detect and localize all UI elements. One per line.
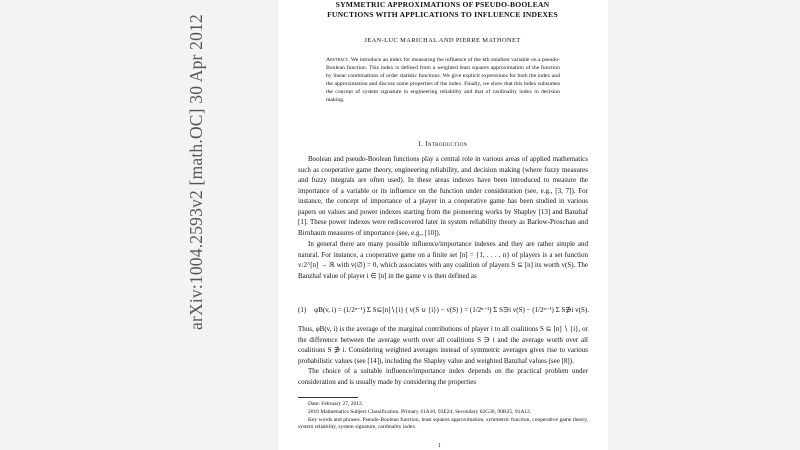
abstract-text: We introduce an index for measuring the influence of the kth smallest variable on a pseudo-Boolean function. This index is defined from a weighted least squares approximation of the function by linear combinations of order statistic functions. We give explicit expressions for both the index and the approximation and discuss some properties of the index. Finally, we show that this index subsumes the concept of system signature in engineering reliability and that of cardinality index in decision making. <box>326 57 560 104</box>
abstract <box>326 56 560 105</box>
abstract-label: Abstract. <box>326 57 350 63</box>
paragraph-4: The choice of a suitable influence/importance index depends on the practical problem under consideration and is usually made by considering the properties <box>298 367 588 386</box>
paragraph-3: Thus, φB(v, i) is the average of the marginal contributions of player i to all coalitions S ⊆ [n] ∖ {i}, or the difference between the average worth over all coalitions S ∋ i and the average worth over all coalitions S ∌ i. Considering weighted averages instead of symmetric averages gives rise to various probabilistic values (see [14]), including the Shapley value and weighted Banzhaf values (see [8]). <box>298 325 588 365</box>
arxiv-identifier: arXiv:1004.2593v2 [math.OC] 30 Apr 2012 <box>186 14 206 330</box>
title-line-2: FUNCTIONS WITH APPLICATIONS TO INFLUENCE INDEXES <box>327 9 558 19</box>
page-number: 1 <box>438 443 441 449</box>
footnote-keywords: Key words and phrases. Pseudo-Boolean function, least squares approximation, symmetric function, cooperative game theory, system reliability, system signature, cardinality index. <box>298 416 588 431</box>
paragraph-2: In general there are many possible influence/importance indexes and they are rather simple and natural. For instance, a cooperative game on a finite set [n] = {1, . . . , n} of players is a set function v:2^[n] → ℝ with v(∅) = 0, which associates with any coalition of players S ⊆ [n] its worth v(S). The Banzhaf value of player i ∈ [n] in the game v is then defined as <box>298 240 588 280</box>
footnote-rule <box>298 397 358 398</box>
paper-title <box>290 0 595 19</box>
intro-paragraphs <box>298 154 588 281</box>
paragraph-1: Boolean and pseudo-Boolean functions play a central role in various areas of applied mathematics such as cooperative game theory, engineering reliability, and decision making (where fuzzy measures and fuzzy integrals are often used). In these areas indexes have been introduced to measure the importance of a variable or its influence on the function under consideration (see, e.g., [3, 7]). For instance, the concept of importance of a player in a cooperative game has been studied in various papers on values and power indexes starting from the pioneering works by Shapley [13] and Banzhaf [1]. These power indexes were rediscovered later in system reliability theory as Barlow-Proschan and Birnbaum measures of importance (see, e.g., [10]). <box>298 155 588 237</box>
equation-1 <box>298 306 590 314</box>
title-line-1: SYMMETRIC APPROXIMATIONS OF PSEUDO-BOOLEAN <box>335 0 550 9</box>
footnote-msc: 2010 Mathematics Subject Classification. Primary 41A10, 93E24; Secondary 62G30, 90B25, 91A12. <box>308 408 532 415</box>
footnotes <box>298 401 588 432</box>
body-after-eq <box>298 324 588 387</box>
equation-number: (1) <box>298 306 307 314</box>
equation-body: φB(v, i) = (1/2ⁿ⁻¹) Σ S⊆[n]∖{i} ( v(S ∪ {i}) − v(S) ) = (1/2ⁿ⁻¹) Σ S∋i v(S) − (1/2ⁿ⁻¹) Σ S∌i v(S). <box>314 306 589 314</box>
footnote-date: Date: February 27, 2012. <box>308 401 364 407</box>
section-heading: 1. Introduction <box>417 141 468 148</box>
authors: JEAN-LUC MARICHAL AND PIERRE MATHONET <box>364 37 521 44</box>
